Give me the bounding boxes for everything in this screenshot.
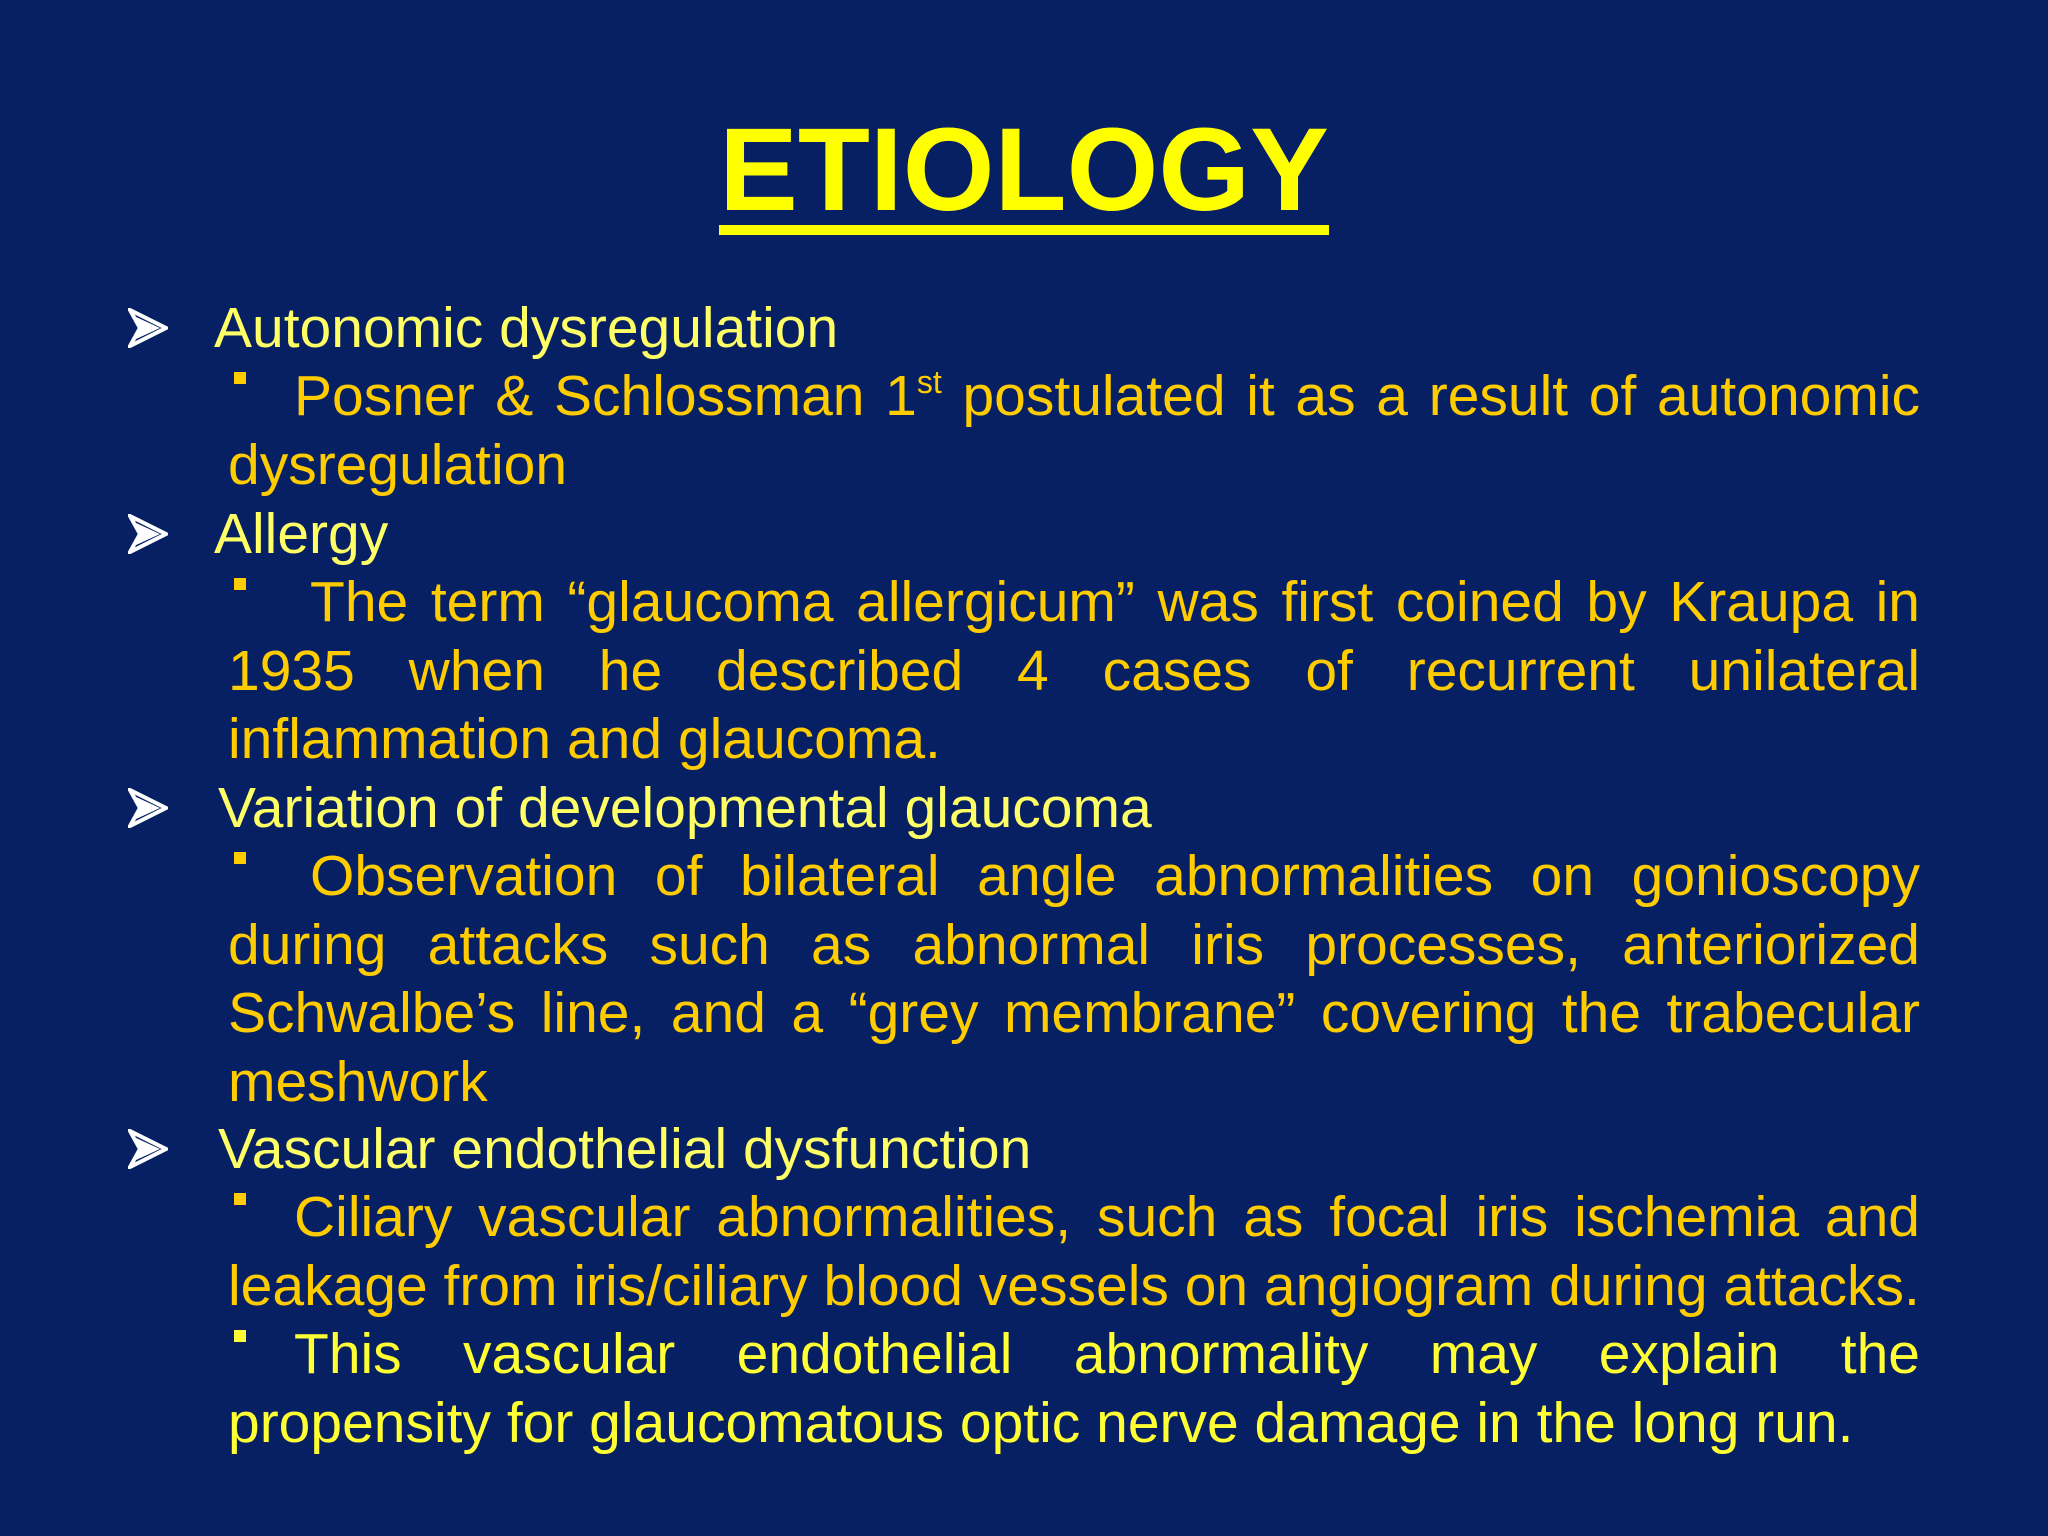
square-bullet-icon [234, 578, 246, 590]
sub-point: Posner & Schlossman 1st postulated it as a result of autonomic dysregulation [228, 364, 1921, 497]
bullet-heading: Autonomic dysregulation [214, 296, 839, 360]
bullet-heading: Allergy [214, 502, 389, 566]
square-bullet-icon [234, 852, 246, 864]
sub-point: Ciliary vascular abnormalities, such as focal iris ischemia and leakage from iris/ciliary blood vessels on angiogram during attacks. [228, 1185, 1920, 1318]
square-bullet-icon [234, 1193, 246, 1205]
arrowhead-bullet-icon [128, 1129, 168, 1169]
sub-point: Observation of bilateral angle abnormalities on gonioscopy during attacks such as abnormal iris processes, anteriorized Schwalbe’s line, and a “grey membrane” covering the trabecular meshwork [228, 844, 1920, 1114]
arrowhead-bullet-icon [128, 308, 168, 348]
square-bullet-icon [234, 372, 246, 384]
arrowhead-bullet-icon [128, 788, 168, 828]
bullet-heading: Variation of developmental glaucoma [218, 776, 1152, 840]
sub-point: This vascular endothelial abnormality may explain the propensity for glaucomatous optic nerve damage in the long run. [228, 1322, 1920, 1455]
slide-title: ETIOLOGY [719, 104, 1329, 236]
square-bullet-icon [234, 1330, 246, 1342]
bullet-heading: Vascular endothelial dysfunction [218, 1117, 1032, 1181]
arrowhead-bullet-icon [128, 514, 168, 554]
sub-point: The term “glaucoma allergicum” was first coined by Kraupa in 1935 when he described 4 cases of recurrent unilateral inflammation and glaucoma. [228, 570, 1920, 771]
